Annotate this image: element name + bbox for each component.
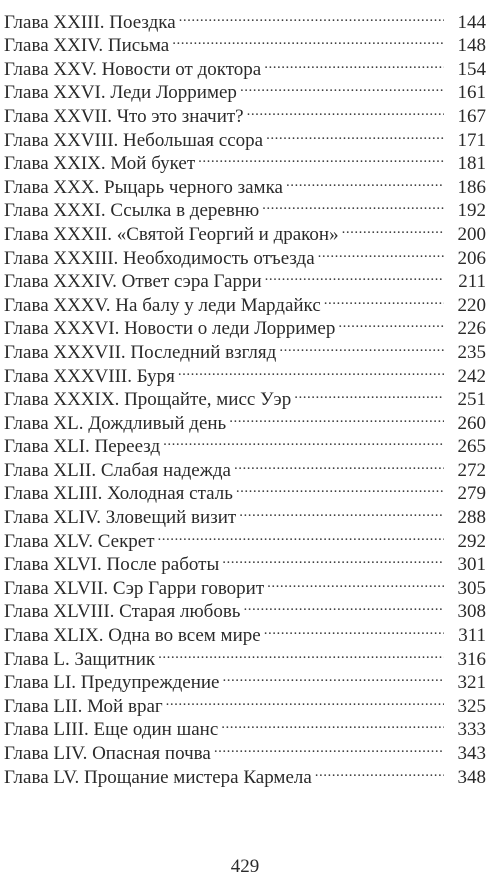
toc-entry-title: Глава XXXVI. Новости о леди Лорример xyxy=(4,318,336,340)
toc-entry-title: Глава XXVI. Леди Лорример xyxy=(4,82,237,104)
toc-entry-title: Глава XXXVIII. Буря xyxy=(4,365,175,387)
dot-leader xyxy=(234,452,444,476)
dot-leader xyxy=(324,287,444,311)
toc-entry-title: Глава XXXI. Ссылка в деревню xyxy=(4,200,260,222)
toc-entry-title: Глава XXIV. Письма xyxy=(4,35,170,57)
table-of-contents xyxy=(4,4,486,788)
toc-entry-page: 211 xyxy=(458,271,486,293)
toc-entry-title: Глава XXX. Рыцарь черного замка xyxy=(4,176,283,198)
toc-entry-title: Глава XXXII. «Святой Георгий и дракон» xyxy=(4,223,339,245)
toc-entry-title: Глава XXVIII. Небольшая ссора xyxy=(4,129,264,151)
toc-entry-title: Глава LIV. Опасная почва xyxy=(4,743,211,764)
toc-entry-page: 292 xyxy=(457,530,486,552)
dot-leader xyxy=(264,617,444,641)
dot-leader xyxy=(172,28,444,52)
toc-entry-title: Глава LIII. Еще один шанс xyxy=(4,719,219,741)
dot-leader xyxy=(318,240,444,264)
dot-leader xyxy=(222,547,444,571)
dot-leader xyxy=(243,594,444,618)
toc-entry-page: 316 xyxy=(457,648,486,670)
toc-entry-page: 171 xyxy=(457,129,486,151)
dot-leader xyxy=(178,358,444,382)
toc-entry-page: 192 xyxy=(457,200,486,222)
toc-entry-page: 167 xyxy=(457,105,486,127)
dot-leader xyxy=(240,75,444,99)
toc-entry-page: 288 xyxy=(457,507,486,529)
page-number: 429 xyxy=(230,856,260,877)
dot-leader xyxy=(247,98,444,122)
toc-entry-page: 321 xyxy=(457,672,486,694)
toc-entry-title: Глава XXXIV. Ответ сэра Гарри xyxy=(4,271,262,293)
toc-entry-title: Глава LV. Прощание мистера Кармела xyxy=(4,766,312,788)
toc-entry-title: Глава XLVIII. Старая любовь xyxy=(4,601,241,623)
toc-entry-page: 161 xyxy=(457,82,486,104)
toc-entry-title: Глава XLII. Слабая надежда xyxy=(4,459,231,481)
toc-entry-title: Глава L. Защитник xyxy=(4,648,156,670)
toc-entry-title: Глава XXXV. На балу у леди Мардайкс xyxy=(4,294,321,316)
dot-leader xyxy=(294,382,444,406)
toc-entry-page: 343 xyxy=(457,743,486,764)
toc-entry-page: 200 xyxy=(457,223,486,245)
dot-leader xyxy=(229,405,444,429)
dot-leader xyxy=(236,476,444,500)
toc-entry-page: 181 xyxy=(457,153,486,175)
dot-leader xyxy=(221,712,444,736)
dot-leader xyxy=(179,4,444,28)
dot-leader xyxy=(239,499,444,523)
dot-leader xyxy=(315,759,444,783)
toc-entry-title: Глава XL. Дождливый день xyxy=(4,412,227,434)
toc-entry-page: 260 xyxy=(457,412,486,434)
toc-entry-title: Глава XLV. Секрет xyxy=(4,530,155,552)
toc-entry xyxy=(4,4,486,33)
toc-entry-title: Глава XXIII. Поездка xyxy=(4,11,176,33)
toc-entry-page: 206 xyxy=(457,247,486,269)
toc-entry-title: Глава XLIV. Зловещий визит xyxy=(4,507,237,529)
toc-entry-page: 226 xyxy=(457,318,486,340)
toc-entry-title: Глава XLVII. Сэр Гарри говорит xyxy=(4,577,265,599)
dot-leader xyxy=(267,570,444,594)
toc-entry-page: 148 xyxy=(457,35,486,57)
toc-entry-title: Глава XXIX. Мой букет xyxy=(4,153,196,175)
toc-entry-page: 242 xyxy=(457,365,486,387)
toc-entry-page: 305 xyxy=(457,577,486,599)
toc-entry-page: 235 xyxy=(457,341,486,363)
toc-entry-page: 279 xyxy=(457,483,486,505)
dot-leader xyxy=(214,735,444,759)
dot-leader xyxy=(264,51,444,75)
toc-entry-title: Глава XXXVII. Последний взгляд xyxy=(4,341,277,363)
dot-leader xyxy=(286,169,444,193)
toc-entry-title: Глава XLIX. Одна во всем мире xyxy=(4,625,261,647)
toc-entry-page: 325 xyxy=(457,695,486,717)
toc-entry-page: 154 xyxy=(457,58,486,80)
toc-entry-page: 311 xyxy=(458,625,486,647)
dot-leader xyxy=(222,665,444,689)
dot-leader xyxy=(279,334,444,358)
toc-entry-page: 308 xyxy=(457,601,486,623)
toc-entry-page: 301 xyxy=(457,554,486,576)
toc-entry-title: Глава XXXIX. Прощайте, мисс Уэр xyxy=(4,389,292,411)
dot-leader xyxy=(342,216,444,240)
dot-leader xyxy=(338,311,444,335)
toc-entry-page: 333 xyxy=(457,719,486,741)
dot-leader xyxy=(158,641,444,665)
toc-entry-title: Глава XXXIII. Необходимость отъезда xyxy=(4,247,315,269)
toc-entry-page: 144 xyxy=(457,11,486,33)
dot-leader xyxy=(163,429,444,453)
dot-leader xyxy=(158,523,444,547)
dot-leader xyxy=(265,264,444,288)
toc-entry-page: 186 xyxy=(457,176,486,198)
dot-leader xyxy=(166,688,444,712)
toc-entry-page: 265 xyxy=(457,436,486,458)
toc-entry-page: 272 xyxy=(457,459,486,481)
dot-leader xyxy=(198,146,444,170)
toc-entry-title: Глава LI. Предупреждение xyxy=(4,672,220,694)
toc-entry-title: Глава XLVI. После работы xyxy=(4,554,220,576)
toc-entry-page: 348 xyxy=(457,766,486,788)
dot-leader xyxy=(266,122,444,146)
dot-leader xyxy=(262,193,444,217)
toc-entry-title: Глава XXVII. Что это значит? xyxy=(4,105,244,127)
toc-entry-title: Глава XXV. Новости от доктора xyxy=(4,58,262,80)
toc-entry-page: 220 xyxy=(457,294,486,316)
toc-entry-title: Глава XLI. Переезд xyxy=(4,436,161,458)
toc-entry-page: 251 xyxy=(457,389,486,411)
toc-entry-title: Глава LII. Мой враг xyxy=(4,695,163,717)
toc-entry-title: Глава XLIII. Холодная сталь xyxy=(4,483,233,505)
